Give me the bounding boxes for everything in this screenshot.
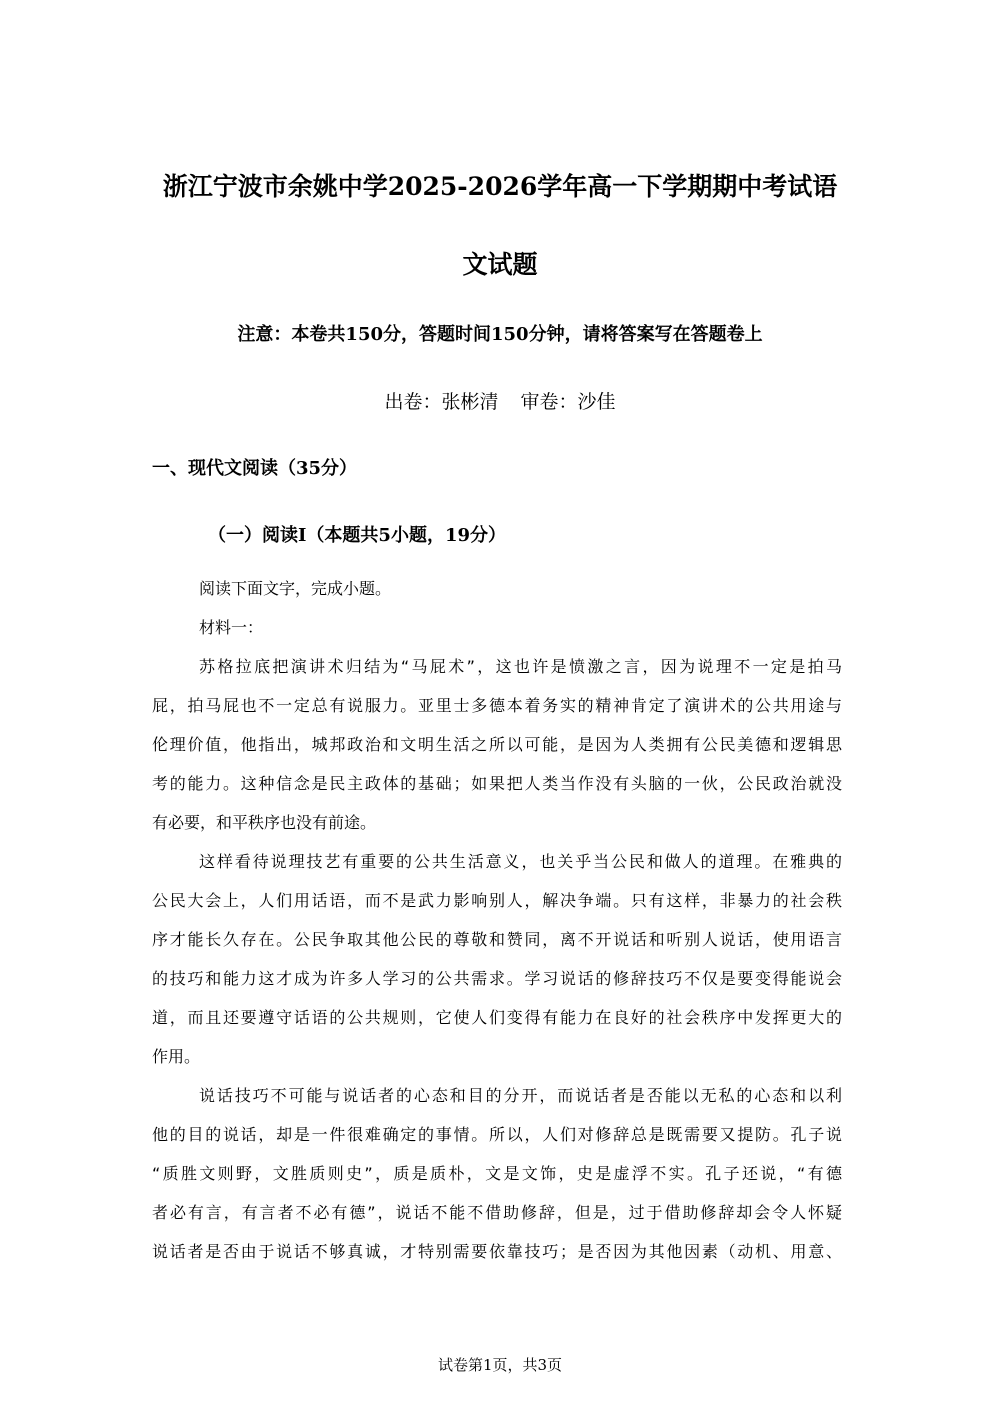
- text-line: 公民大会上，人们用话语，而不是武力影响别人，解决争端。只有这样，非暴力的社会秩: [152, 891, 842, 910]
- text-line: 说话技巧不可能与说话者的心态和目的分开，而说话者是否能以无私的心态和以利: [199, 1086, 842, 1105]
- setter-label: 出卷：张彬清: [384, 391, 499, 413]
- text-line: 有必要，和平秩序也没有前途。: [152, 813, 377, 832]
- material-label: 材料一：: [199, 618, 264, 637]
- text-line: 这样看待说理技艺有重要的公共生活意义，也关乎当公民和做人的道理。在雅典的: [199, 852, 842, 871]
- subsection-heading: （一）阅读Ⅰ（本题共5小题，19分）: [208, 525, 506, 546]
- page-footer: 试卷第1页，共3页: [437, 1356, 563, 1374]
- instruction-line: 阅读下面文字，完成小题。: [199, 579, 392, 598]
- text-line: 的技巧和能力这才成为许多人学习的公共需求。学习说话的修辞技巧不仅是要变得能说会: [152, 969, 842, 988]
- text-line: “质胜文则野，文胜质则史”，质是质朴，文是文饰，史是虚浮不实。孔子还说，“有德: [152, 1164, 842, 1183]
- exam-notice: 注意：本卷共150分，答题时间150分钟，请将答案写在答题卷上: [237, 324, 763, 345]
- text-line: 他的目的说话，却是一件很难确定的事情。所以，人们对修辞总是既需要又提防。孔子说: [152, 1125, 842, 1144]
- text-line: 作用。: [152, 1047, 201, 1066]
- reading-material: [152, 575, 842, 1277]
- text-line: 屁，拍马屁也不一定总有说服力。亚里士多德本着务实的精神肯定了演讲术的公共用途与: [152, 696, 842, 715]
- text-line: 序才能长久存在。公民争取其他公民的尊敬和赞同，离不开说话和听别人说话，使用语言: [152, 930, 842, 949]
- text-line: 伦理价值，他指出，城邦政治和文明生活之所以可能，是因为人类拥有公民美德和逻辑思: [152, 735, 842, 754]
- text-line: 苏格拉底把演讲术归结为“马屁术”，这也许是愤激之言，因为说理不一定是拍马: [199, 657, 842, 676]
- exam-title-line-1: 浙江宁波市余姚中学2025-2026学年高一下学期期中考试语: [162, 172, 838, 201]
- text-line: 说话者是否由于说话不够真诚，才特别需要依靠技巧；是否因为其他因素（动机、用意、: [152, 1242, 842, 1261]
- text-line: 考的能力。这种信念是民主政体的基础；如果把人类当作没有头脑的一伙，公民政治就没: [152, 774, 842, 793]
- text-line: 道，而且还要遵守话语的公共规则，它使人们变得有能力在良好的社会秩序中发挥更大的: [152, 1008, 842, 1027]
- reviewer-label: 审卷：沙佳: [520, 391, 616, 413]
- authors-line: [150, 389, 850, 415]
- section-heading: 一、现代文阅读（35分）: [152, 458, 358, 479]
- text-line: 者必有言，有言者不必有德”，说话不能不借助修辞，但是，过于借助修辞却会令人怀疑: [152, 1203, 842, 1222]
- exam-title-line-2: 文试题: [462, 250, 538, 279]
